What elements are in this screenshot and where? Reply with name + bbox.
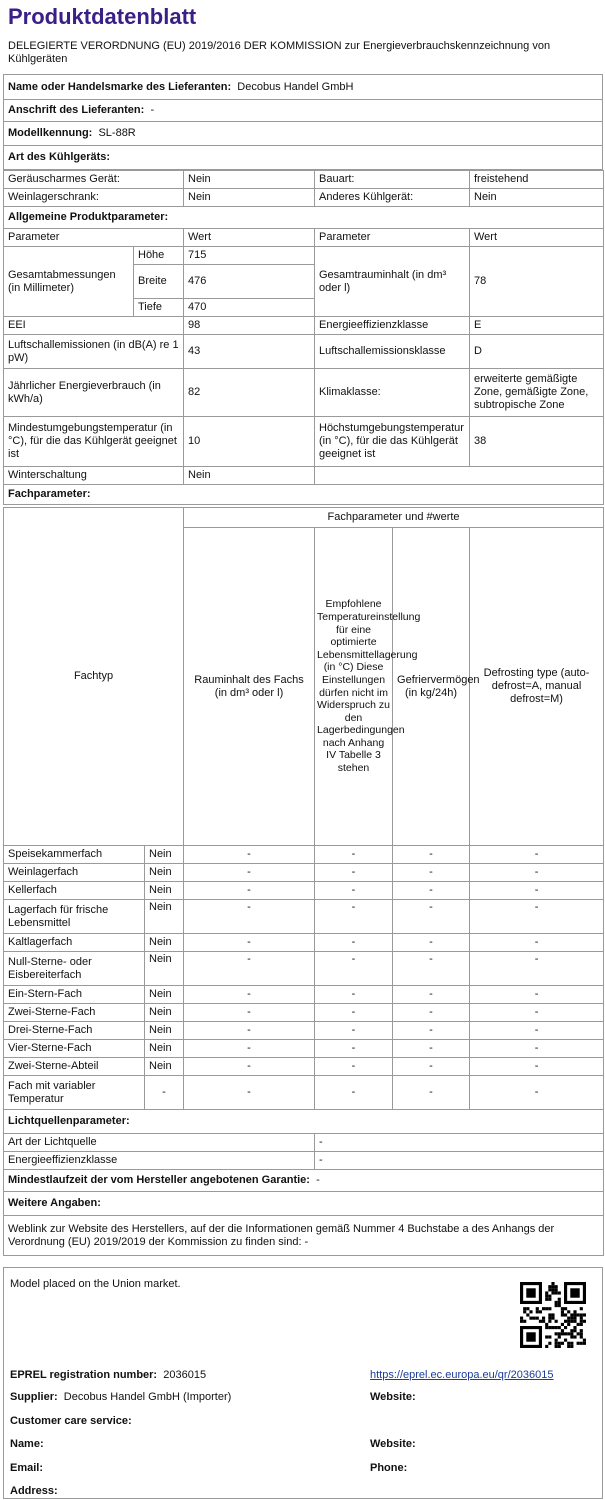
compartment-present: Nein: [145, 864, 184, 882]
energy-class-label: Energieeffizienzklasse: [315, 317, 470, 335]
compartment-type: Kaltlagerfach: [4, 934, 145, 952]
compartment-value: -: [393, 952, 470, 986]
compartment-value: -: [184, 986, 315, 1004]
compartment-value: -: [470, 952, 604, 986]
table-row: [4, 900, 604, 934]
wine-cabinet-value: Nein: [184, 189, 315, 207]
noise-value: 43: [184, 335, 315, 369]
col-header-value: Wert: [184, 229, 315, 247]
further-heading: Weitere Angaben:: [4, 1192, 604, 1216]
compartment-value: -: [315, 934, 393, 952]
compartment-value: -: [315, 986, 393, 1004]
depth-label: Tiefe: [134, 299, 184, 317]
compartment-value: -: [184, 1040, 315, 1058]
depth-value: 470: [184, 299, 315, 317]
further-text: Weblink zur Website des Herstellers, auf der die Informationen gemäß Nummer 4 Buchstabe a des Anhangs der Verordnung (EU) 2019/2019 der Kommission zu finden sind: -: [4, 1216, 604, 1256]
compartment-value: -: [470, 1076, 604, 1110]
care-phone-label: Phone:: [370, 1462, 408, 1474]
compartment-value: -: [184, 1076, 315, 1110]
quiet-label: Geräuscharmes Gerät:: [4, 171, 184, 189]
compartment-type: Fach mit variabler Temperatur: [4, 1076, 145, 1110]
compartment-value: -: [315, 846, 393, 864]
compartment-present: Nein: [145, 1040, 184, 1058]
warranty-value: -: [316, 1174, 320, 1186]
compartment-present: Nein: [145, 846, 184, 864]
table-row: [4, 846, 604, 864]
compartment-present: Nein: [145, 952, 184, 986]
compartment-value: -: [184, 900, 315, 934]
compartment-type: Lagerfach für frische Lebensmittel: [4, 900, 145, 934]
empty-cell: [315, 467, 604, 485]
max-temp-label: Höchstumgebungstemperatur (in °C), für die das Kühlgerät geeignet ist: [315, 417, 470, 467]
eprel-box: [3, 1267, 603, 1499]
care-address-label: Address:: [10, 1485, 58, 1497]
width-value: 476: [184, 265, 315, 299]
eprel-reg-label: EPREL registration number:: [10, 1369, 158, 1381]
general-heading: Allgemeine Produktparameter:: [4, 207, 604, 229]
compartment-value: -: [315, 1004, 393, 1022]
other-appliance-value: Nein: [470, 189, 604, 207]
compartment-value: -: [470, 1022, 604, 1040]
col-defrost: Defrosting type (auto-defrost=A, manual defrost=M): [470, 528, 604, 846]
dimensions-label: Gesamtabmessungen (in Millimeter): [4, 247, 134, 317]
appliance-type-heading: Art des Kühlgeräts:: [4, 146, 603, 170]
compartment-type: Drei-Sterne-Fach: [4, 1022, 145, 1040]
compartment-rows: [4, 846, 604, 1110]
compartment-value: -: [393, 1004, 470, 1022]
col-volume: Rauminhalt des Fachs (in dm³ oder l): [184, 528, 315, 846]
supplier-table: [3, 74, 603, 170]
compartment-type: Speisekammerfach: [4, 846, 145, 864]
supplier-address-label: Anschrift des Lieferanten:: [8, 104, 145, 116]
table-row: [4, 1076, 604, 1110]
compartment-type: Zwei-Sterne-Fach: [4, 1004, 145, 1022]
compartments-heading: Fachparameter:: [4, 485, 604, 505]
compartment-value: -: [315, 882, 393, 900]
compartment-value: -: [470, 1040, 604, 1058]
compartment-present: Nein: [145, 1022, 184, 1040]
compartment-value: -: [184, 1004, 315, 1022]
warranty-row: [4, 1170, 604, 1192]
qr-code-icon[interactable]: [520, 1282, 586, 1348]
compartment-present: Nein: [145, 934, 184, 952]
compartment-value: -: [315, 1040, 393, 1058]
climate-class-label: Klimaklasse:: [315, 369, 470, 417]
quiet-value: Nein: [184, 171, 315, 189]
col-temperature: Empfohlene Temperatureinstellung für eine optimierte Lebensmittellagerung (in °C) Diese Einstellungen dürfen nicht im Widerspruch zu den Lagerbedingungen nach Anhang IV Tabelle 3 stehen: [315, 528, 393, 846]
table-row: [4, 1058, 604, 1076]
supplier-name-value: Decobus Handel GmbH: [237, 80, 354, 93]
compartment-present: Nein: [145, 986, 184, 1004]
eei-label: EEI: [4, 317, 184, 335]
compartment-type: Null-Sterne- oder Eisbereiterfach: [4, 952, 145, 986]
compartment-value: -: [393, 882, 470, 900]
regulation-subtitle: DELEGIERTE VERORDNUNG (EU) 2019/2016 DER KOMMISSION zur Energieverbrauchskennzeichnung von Kühlgeräten: [8, 40, 551, 65]
supplier-label: Supplier:: [10, 1391, 58, 1403]
supplier-value: Decobus Handel GmbH (Importer): [63, 1391, 232, 1403]
model-row: [4, 122, 603, 146]
compartment-value: -: [393, 1022, 470, 1040]
other-appliance-label: Anderes Kühlgerät:: [315, 189, 470, 207]
table-row: [4, 986, 604, 1004]
compartment-value: -: [470, 934, 604, 952]
compartment-value: -: [470, 986, 604, 1004]
compartment-present: Nein: [145, 1058, 184, 1076]
compartment-value: -: [184, 882, 315, 900]
model-value: SL-88R: [98, 127, 136, 139]
col-header-value-2: Wert: [470, 229, 604, 247]
compartment-value: -: [315, 864, 393, 882]
eei-value: 98: [184, 317, 315, 335]
compartments-table: [3, 507, 604, 1110]
table-row: [4, 952, 604, 986]
height-label: Höhe: [134, 247, 184, 265]
compartment-value: -: [470, 1058, 604, 1076]
compartment-value: -: [393, 1058, 470, 1076]
light-class-value: -: [315, 1152, 604, 1170]
table-row: [4, 882, 604, 900]
climate-class-value: erweiterte gemäßigte Zone, gemäßigte Zone, subtropische Zone: [470, 369, 604, 417]
noise-class-value: D: [470, 335, 604, 369]
group-header: Fachparameter und #werte: [184, 508, 604, 528]
table-row: [4, 1004, 604, 1022]
compartment-value: -: [315, 1076, 393, 1110]
compartment-present: -: [145, 1076, 184, 1110]
compartment-value: -: [315, 1058, 393, 1076]
compartment-value: -: [470, 864, 604, 882]
compartment-type: Kellerfach: [4, 882, 145, 900]
compartment-value: -: [470, 1004, 604, 1022]
light-type-value: -: [315, 1134, 604, 1152]
compartment-present: Nein: [145, 882, 184, 900]
market-text: Model placed on the Union market.: [10, 1278, 181, 1290]
compartment-value: -: [470, 846, 604, 864]
compartment-type: Weinlagerfach: [4, 864, 145, 882]
width-label: Breite: [134, 265, 184, 299]
compartment-type: Ein-Stern-Fach: [4, 986, 145, 1004]
annual-consumption-value: 82: [184, 369, 315, 417]
compartment-value: -: [184, 1022, 315, 1040]
design-label: Bauart:: [315, 171, 470, 189]
noise-label: Luftschallemissionen (in dB(A) re 1 pW): [4, 335, 184, 369]
compartment-value: -: [393, 846, 470, 864]
supplier-address-row: [4, 100, 603, 122]
compartment-value: -: [184, 1058, 315, 1076]
wine-cabinet-label: Weinlagerschrank:: [4, 189, 184, 207]
supplier-name-label: Name oder Handelsmarke des Lieferanten:: [8, 80, 232, 93]
design-value: freistehend: [470, 171, 604, 189]
min-temp-value: 10: [184, 417, 315, 467]
compartment-value: -: [393, 934, 470, 952]
compartment-value: -: [184, 952, 315, 986]
height-value: 715: [184, 247, 315, 265]
compartment-value: -: [393, 900, 470, 934]
table-row: [4, 934, 604, 952]
compartment-present: Nein: [145, 900, 184, 934]
col-header-param: Parameter: [4, 229, 184, 247]
light-type-label: Art der Lichtquelle: [4, 1134, 315, 1152]
light-class-label: Energieeffizienzklasse: [4, 1152, 315, 1170]
table-row: [4, 864, 604, 882]
compartment-value: -: [393, 1040, 470, 1058]
col-header-param-2: Parameter: [315, 229, 470, 247]
table-row: [4, 1022, 604, 1040]
min-temp-label: Mindestumgebungstemperatur (in °C), für die das Kühlgerät geeignet ist: [4, 417, 184, 467]
max-temp-value: 38: [470, 417, 604, 467]
compartment-value: -: [470, 900, 604, 934]
noise-class-label: Luftschallemissionsklasse: [315, 335, 470, 369]
volume-value: 78: [470, 247, 604, 317]
energy-class-value: E: [470, 317, 604, 335]
winter-label: Winterschaltung: [4, 467, 184, 485]
annual-consumption-label: Jährlicher Energieverbrauch (in kWh/a): [4, 369, 184, 417]
care-email-label: Email:: [10, 1462, 44, 1474]
col-fachtyp: Fachtyp: [4, 508, 184, 846]
compartment-value: -: [184, 846, 315, 864]
compartment-value: -: [315, 1022, 393, 1040]
compartment-present: Nein: [145, 1004, 184, 1022]
compartment-value: -: [184, 934, 315, 952]
compartment-value: -: [393, 864, 470, 882]
eprel-reg-value: 2036015: [163, 1369, 207, 1381]
volume-label: Gesamtrauminhalt (in dm³ oder l): [315, 247, 470, 317]
col-freezing: Gefriervermögen (in kg/24h): [393, 528, 470, 846]
compartment-value: -: [184, 864, 315, 882]
website-label: Website:: [370, 1391, 416, 1403]
compartment-value: -: [393, 986, 470, 1004]
light-table: [3, 1109, 604, 1256]
model-label: Modellkennung:: [8, 127, 93, 139]
warranty-label: Mindestlaufzeit der vom Hersteller angebotenen Garantie:: [8, 1174, 310, 1186]
general-table: [3, 170, 604, 505]
compartment-value: -: [315, 952, 393, 986]
compartment-value: -: [470, 882, 604, 900]
winter-value: Nein: [184, 467, 315, 485]
eprel-reg-row: [10, 1369, 206, 1382]
light-heading: Lichtquellenparameter:: [4, 1110, 604, 1134]
care-name-label: Name:: [10, 1438, 44, 1450]
compartment-type: Zwei-Sterne-Abteil: [4, 1058, 145, 1076]
compartment-value: -: [315, 900, 393, 934]
supplier-name-row: [4, 75, 603, 100]
page-title: Produktdatenblatt: [8, 4, 197, 29]
table-row: [4, 1040, 604, 1058]
eprel-link[interactable]: https://eprel.ec.europa.eu/qr/2036015: [370, 1369, 554, 1381]
compartment-value: -: [393, 1076, 470, 1110]
supplier-address-value: -: [150, 104, 155, 116]
supplier-row: [10, 1391, 231, 1404]
care-website-label: Website:: [370, 1438, 416, 1450]
customer-care-label: Customer care service:: [10, 1415, 132, 1427]
compartment-type: Vier-Sterne-Fach: [4, 1040, 145, 1058]
